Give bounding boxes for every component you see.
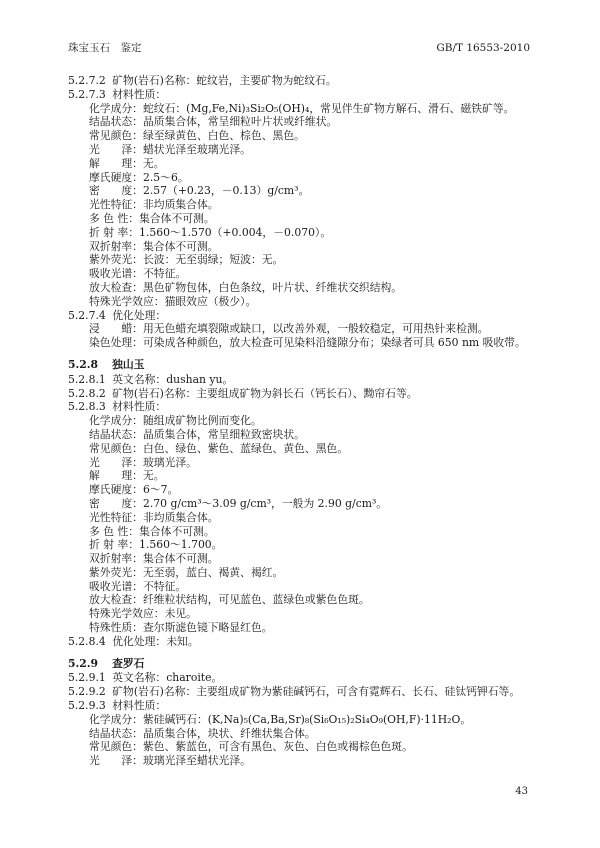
clause-text: 矿物(岩石)名称：主要组成矿物为紫硅碱钙石，可含有霓辉石、长石、硅钛钙钾石等。: [112, 685, 521, 699]
property-value: 黑色矿物包体，白色条纹，叶片状、纤维状交织结构。: [142, 280, 403, 294]
property-label: 常见颜色：: [89, 129, 143, 143]
section-heading-title: 独山玉: [112, 357, 145, 371]
property-line: [68, 115, 534, 129]
clause-text: 英文名称：charoite。: [112, 671, 223, 685]
property-line: [68, 129, 534, 143]
property-line: [68, 525, 534, 539]
property-label: 化学成分：: [89, 414, 143, 428]
clause-line: [68, 671, 534, 685]
clause-text: 英文名称：dushan yu。: [112, 372, 234, 386]
document-body: [68, 74, 534, 768]
property-label: 折 射 率：: [89, 538, 140, 552]
property-label: 密 度：: [89, 496, 143, 510]
property-line: [68, 336, 534, 350]
clause-line: [68, 88, 534, 102]
clause-number: 5.2.8.3: [68, 400, 106, 414]
property-value: 紫色、紫蓝色，可含有黑色、灰色、白色或褐棕色色斑。: [142, 740, 413, 754]
property-label: 放大检查：: [89, 280, 143, 294]
property-label: 双折射率：: [89, 239, 143, 253]
clause-line: [68, 685, 534, 699]
property-value: 2.70 g/cm³～3.09 g/cm³，一般为 2.90 g/cm³。: [142, 496, 388, 510]
document-section: [68, 657, 534, 768]
section-heading: [68, 657, 534, 671]
clause-line: [68, 309, 534, 323]
clause-number: 5.2.8.1: [68, 372, 106, 386]
clause-number: 5.2.9.1: [68, 671, 106, 685]
property-value: 非均质集合体。: [142, 510, 219, 524]
property-value: 白色、绿色、紫色、蓝绿色、黄色、黑色。: [142, 441, 349, 455]
property-label: 吸收光谱：: [89, 267, 143, 281]
section-heading-number: 5.2.8: [68, 357, 99, 371]
property-line: [68, 240, 534, 254]
property-line: [68, 143, 534, 157]
property-label: 光 泽：: [89, 142, 143, 156]
page-header: [68, 41, 530, 55]
property-label: 特殊光学效应：: [89, 607, 165, 621]
header-title: 珠宝玉石 鉴定: [68, 42, 142, 54]
property-label: 光性特征：: [89, 198, 143, 212]
property-value: 绿至绿黄色、白色、棕色、黑色。: [142, 129, 305, 143]
property-line: [68, 727, 534, 741]
property-label: 双折射率：: [89, 552, 143, 566]
property-line: [68, 497, 534, 511]
clause-text: 材料性质：: [112, 400, 167, 414]
property-value: 1.560～1.700。: [139, 538, 223, 552]
property-value: 集合体不可测。: [139, 211, 215, 225]
property-value: 非均质集合体。: [142, 198, 219, 212]
property-line: [68, 184, 534, 198]
property-line: [68, 713, 534, 727]
property-line: [68, 226, 534, 240]
property-value: 2.5～6。: [142, 170, 189, 184]
property-line: [68, 538, 534, 552]
property-label: 摩氏硬度：: [89, 483, 143, 497]
property-label: 光 泽：: [89, 754, 143, 768]
property-line: [68, 212, 534, 226]
property-value: 可染成各种颜色，放大检查可见染料沿缝隙分布；染绿者可具 650 nm 吸收带。: [142, 336, 526, 350]
property-value: 用无色蜡充填裂隙或缺口，以改善外观，一般较稳定，可用热针来检测。: [142, 322, 489, 336]
document-section: [68, 74, 534, 350]
clause-line: [68, 635, 534, 649]
property-line: [68, 483, 534, 497]
property-line: [68, 469, 534, 483]
property-label: 常见颜色：: [89, 740, 143, 754]
clause-text: 矿物(岩石)名称：蛇纹岩，主要矿物为蛇纹石。: [112, 74, 337, 87]
property-value: 晶质集合体，常呈细粒叶片状或纤维状。: [142, 115, 338, 129]
property-value: 6～7。: [142, 483, 179, 497]
property-value: 集合体不可测。: [142, 239, 219, 253]
property-value: 长波：无至弱绿；短波：无。: [142, 253, 284, 267]
property-label: 放大检查：: [89, 593, 143, 607]
property-value: 猫眼效应（极少）。: [164, 294, 257, 308]
property-line: [68, 157, 534, 171]
clause-number: 5.2.7.3: [68, 87, 106, 101]
clause-text: 材料性质：: [112, 87, 167, 101]
clause-line: [68, 699, 534, 713]
property-value: 集合体不可测。: [142, 552, 219, 566]
property-label: 光 泽：: [89, 455, 143, 469]
property-line: [68, 198, 534, 212]
property-label: 吸收光谱：: [89, 579, 143, 593]
page-number: 43: [515, 786, 528, 797]
property-value: 1.560～1.570（+0.004，－0.070）。: [139, 225, 332, 239]
clause-text: 优化处理：: [112, 308, 167, 322]
property-value: 无。: [142, 469, 165, 483]
property-label: 化学成分：: [89, 712, 143, 726]
document-section: [68, 358, 534, 649]
property-label: 摩氏硬度：: [89, 170, 143, 184]
property-value: 玻璃光泽至蜡状光泽。: [142, 754, 251, 768]
property-label: 化学成分：: [89, 101, 143, 115]
clause-number: 5.2.7.2: [68, 74, 106, 87]
property-label: 特殊光学效应：: [89, 294, 165, 308]
property-label: 特殊性质：: [89, 621, 143, 635]
property-label: 解 理：: [89, 469, 143, 483]
property-line: [68, 621, 534, 635]
clause-number: 5.2.8.4: [68, 634, 106, 648]
property-value: 集合体不可测。: [139, 524, 215, 538]
property-value: 紫硅碱钙石：(K,Na)₅(Ca,Ba,Sr)₈(Si₆O₁₅)₂Si₄O₉(OH,F)·11H₂O。: [142, 712, 472, 726]
clause-text: 矿物(岩石)名称：主要组成矿物为斜长石（钙长石）、黝帘石等。: [112, 386, 418, 400]
property-line: [68, 295, 534, 309]
property-line: [68, 322, 534, 336]
clause-text: 优化处理：未知。: [112, 634, 199, 648]
property-value: 不特征。: [142, 267, 187, 281]
clause-number: 5.2.9.3: [68, 699, 106, 713]
property-line: [68, 171, 534, 185]
property-value: 蜡状光泽至玻璃光泽。: [142, 142, 251, 156]
property-line: [68, 754, 534, 768]
clause-number: 5.2.8.2: [68, 386, 106, 400]
property-line: [68, 607, 534, 621]
property-line: [68, 253, 534, 267]
clause-line: [68, 74, 534, 88]
property-line: [68, 102, 534, 116]
property-value: 晶质集合体，常呈细粒致密块状。: [142, 427, 305, 441]
property-label: 折 射 率：: [89, 225, 140, 239]
clause-number: 5.2.7.4: [68, 308, 106, 322]
property-line: [68, 593, 534, 607]
property-line: [68, 428, 534, 442]
property-label: 结晶状态：: [89, 115, 143, 129]
property-line: [68, 267, 534, 281]
clause-line: [68, 373, 534, 387]
property-label: 染色处理：: [89, 336, 143, 350]
section-heading-number: 5.2.9: [68, 656, 99, 670]
section-heading-title: 查罗石: [112, 656, 145, 670]
property-line: [68, 552, 534, 566]
property-value: 蛇纹石：(Mg,Fe,Ni)₃Si₂O₅(OH)₄，常见伴生矿物方解石、滑石、磁铁矿等。: [142, 101, 515, 115]
property-label: 浸 蜡：: [89, 322, 143, 336]
property-value: 随组成矿物比例而变化。: [142, 414, 262, 428]
property-label: 结晶状态：: [89, 726, 143, 740]
property-line: [68, 566, 534, 580]
section-heading: [68, 358, 534, 372]
property-value: 无。: [142, 156, 165, 170]
property-value: 查尔斯滤色镜下略显红色。: [142, 621, 273, 635]
clause-line: [68, 387, 534, 401]
property-value: 不特征。: [142, 579, 187, 593]
property-value: 2.57（+0.23，－0.13）g/cm³。: [142, 184, 310, 198]
property-line: [68, 442, 534, 456]
property-label: 解 理：: [89, 156, 143, 170]
property-value: 纤维粒状结构，可见蓝色、蓝绿色或紫色色斑。: [142, 593, 370, 607]
header-standard-number: GB/T 16553-2010: [436, 42, 530, 54]
property-line: [68, 740, 534, 754]
property-line: [68, 511, 534, 525]
clause-line: [68, 400, 534, 414]
property-value: 晶质集合体，块状、纤维状集合体。: [142, 726, 316, 740]
property-line: [68, 456, 534, 470]
property-label: 紫外荧光：: [89, 253, 143, 267]
property-label: 光性特征：: [89, 510, 143, 524]
property-value: 未见。: [164, 607, 197, 621]
clause-text: 材料性质：: [112, 699, 167, 713]
property-label: 密 度：: [89, 184, 143, 198]
property-line: [68, 281, 534, 295]
property-label: 结晶状态：: [89, 427, 143, 441]
property-value: 无至弱，蓝白、褐黄、褐红。: [142, 565, 284, 579]
property-label: 紫外荧光：: [89, 565, 143, 579]
property-label: 常见颜色：: [89, 441, 143, 455]
clause-number: 5.2.9.2: [68, 685, 106, 699]
property-label: 多 色 性：: [89, 211, 140, 225]
property-line: [68, 414, 534, 428]
property-label: 多 色 性：: [89, 524, 140, 538]
property-line: [68, 580, 534, 594]
property-value: 玻璃光泽。: [142, 455, 197, 469]
